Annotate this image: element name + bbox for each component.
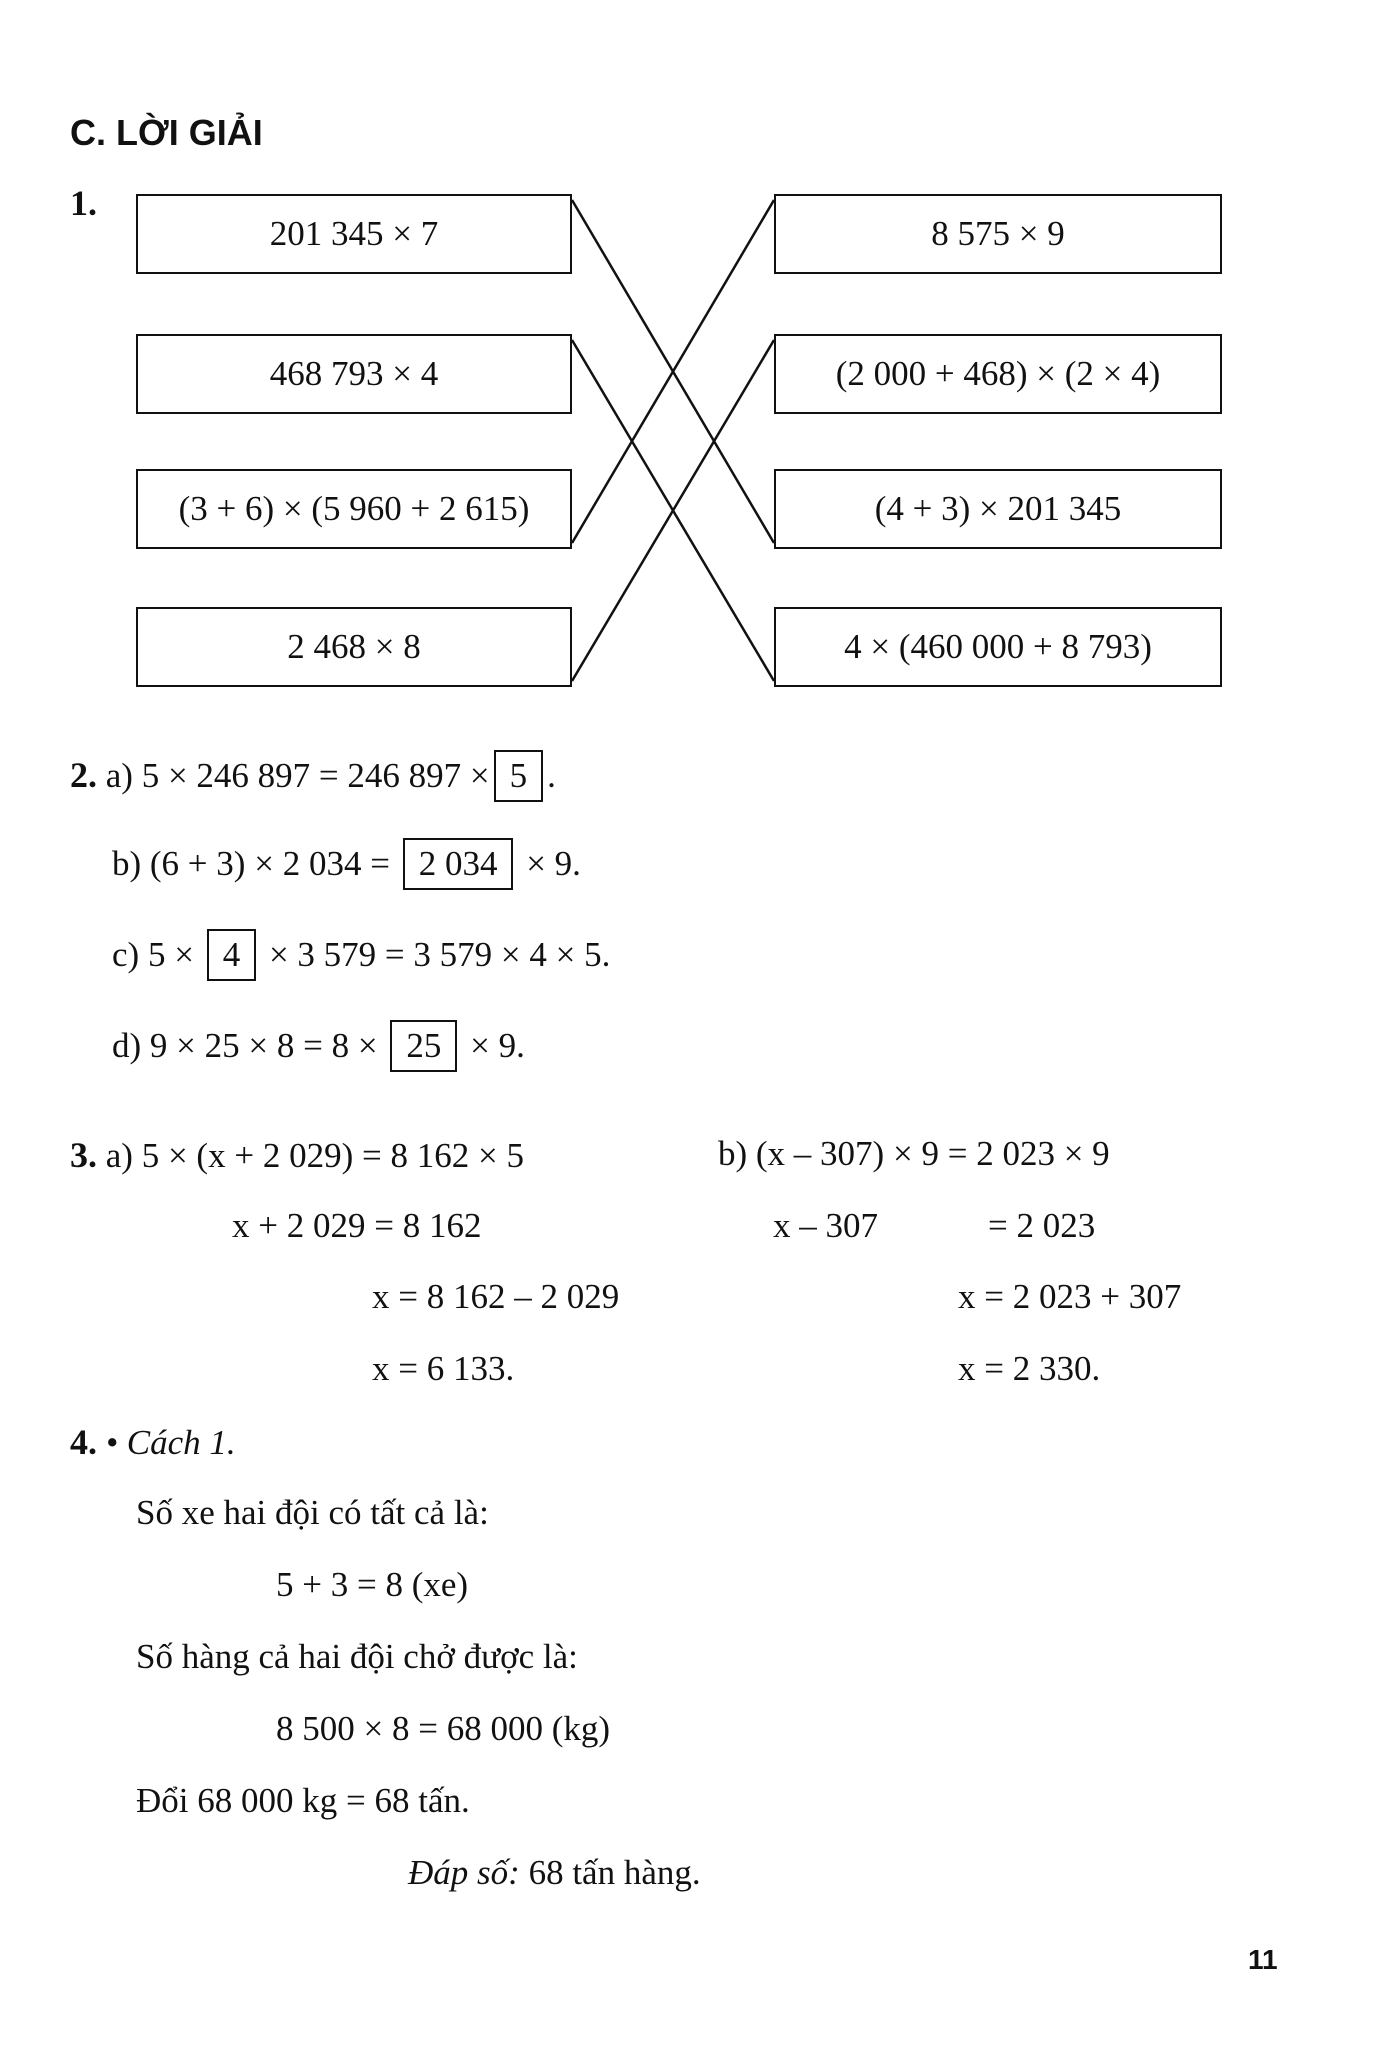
exercise-3a-line-2: x + 2 029 = 8 162: [232, 1206, 482, 1245]
exercise-4-answer: [408, 1853, 701, 1893]
exercise-4-line-4: 8 500 × 8 = 68 000 (kg): [276, 1709, 611, 1748]
exercise-2c-right: × 3 579 = 3 579 × 4 × 5.: [268, 935, 611, 974]
exercise-3b-line-3: x = 2 023 + 307: [958, 1277, 1182, 1316]
exercise-2d-answer-box: 25: [390, 1020, 457, 1072]
exercise-2-number: 2.: [70, 755, 97, 795]
exercise-4-line-1: Số xe hai đội có tất cả là:: [136, 1493, 489, 1532]
page-number: 11: [1248, 1944, 1278, 1975]
left-expression-box-1: 201 345 × 7: [136, 194, 572, 274]
exercise-1-number: 1.: [70, 183, 97, 223]
exercise-2c-left: c) 5 ×: [112, 935, 194, 974]
exercise-4-line-2: 5 + 3 = 8 (xe): [276, 1565, 469, 1604]
exercise-3a-equation: a) 5 × (x + 2 029) = 8 162 × 5: [105, 1136, 524, 1175]
left-expression-box-2: 468 793 × 4: [136, 334, 572, 414]
exercise-3a-line-4: x = 6 133.: [372, 1349, 515, 1388]
exercise-2b: [112, 836, 581, 892]
exercise-3b-line-4: x = 2 330.: [958, 1349, 1101, 1388]
right-expression-box-1: 8 575 × 9: [774, 194, 1222, 274]
exercise-3b-line-2-right: = 2 023: [988, 1206, 1096, 1245]
section-heading: C. LỜI GIẢI: [70, 112, 263, 153]
exercise-3a-line-1: [70, 1134, 524, 1176]
exercise-3-number: 3.: [70, 1135, 97, 1175]
exercise-3b-line-1: b) (x – 307) × 9 = 2 023 × 9: [718, 1134, 1110, 1173]
answer-value: 68 tấn hàng.: [528, 1853, 701, 1892]
exercise-3b-line-2-left: x – 307: [773, 1206, 878, 1245]
exercise-2b-answer-box: 2 034: [403, 838, 514, 890]
exercise-2a-right: .: [547, 756, 556, 795]
exercise-2c: [112, 927, 610, 983]
left-expression-box-4: 2 468 × 8: [136, 607, 572, 687]
exercise-2c-answer-box: 4: [207, 929, 257, 981]
exercise-2b-right: × 9.: [526, 844, 581, 883]
exercise-2a-answer-box: 5: [494, 750, 544, 802]
right-expression-box-2: (2 000 + 468) × (2 × 4): [774, 334, 1222, 414]
right-expression-box-3: (4 + 3) × 201 345: [774, 469, 1222, 549]
exercise-4-header: [70, 1421, 236, 1463]
answer-label: Đáp số:: [408, 1853, 520, 1892]
exercise-3a-line-3: x = 8 162 – 2 029: [372, 1277, 620, 1316]
exercise-4-method: • Cách 1.: [105, 1423, 236, 1462]
exercise-2d-right: × 9.: [470, 1026, 525, 1065]
exercise-2d-left: d) 9 × 25 × 8 = 8 ×: [112, 1026, 378, 1065]
right-expression-box-4: 4 × (460 000 + 8 793): [774, 607, 1222, 687]
exercise-2a: [70, 747, 556, 804]
left-expression-box-3: (3 + 6) × (5 960 + 2 615): [136, 469, 572, 549]
exercise-2d: [112, 1018, 525, 1074]
exercise-2b-left: b) (6 + 3) × 2 034 =: [112, 844, 390, 883]
exercise-2a-left: a) 5 × 246 897 = 246 897 ×: [105, 756, 490, 795]
exercise-4-number: 4.: [70, 1422, 97, 1462]
exercise-4-line-3: Số hàng cả hai đội chở được là:: [136, 1637, 578, 1676]
exercise-4-line-5: Đổi 68 000 kg = 68 tấn.: [136, 1781, 470, 1820]
